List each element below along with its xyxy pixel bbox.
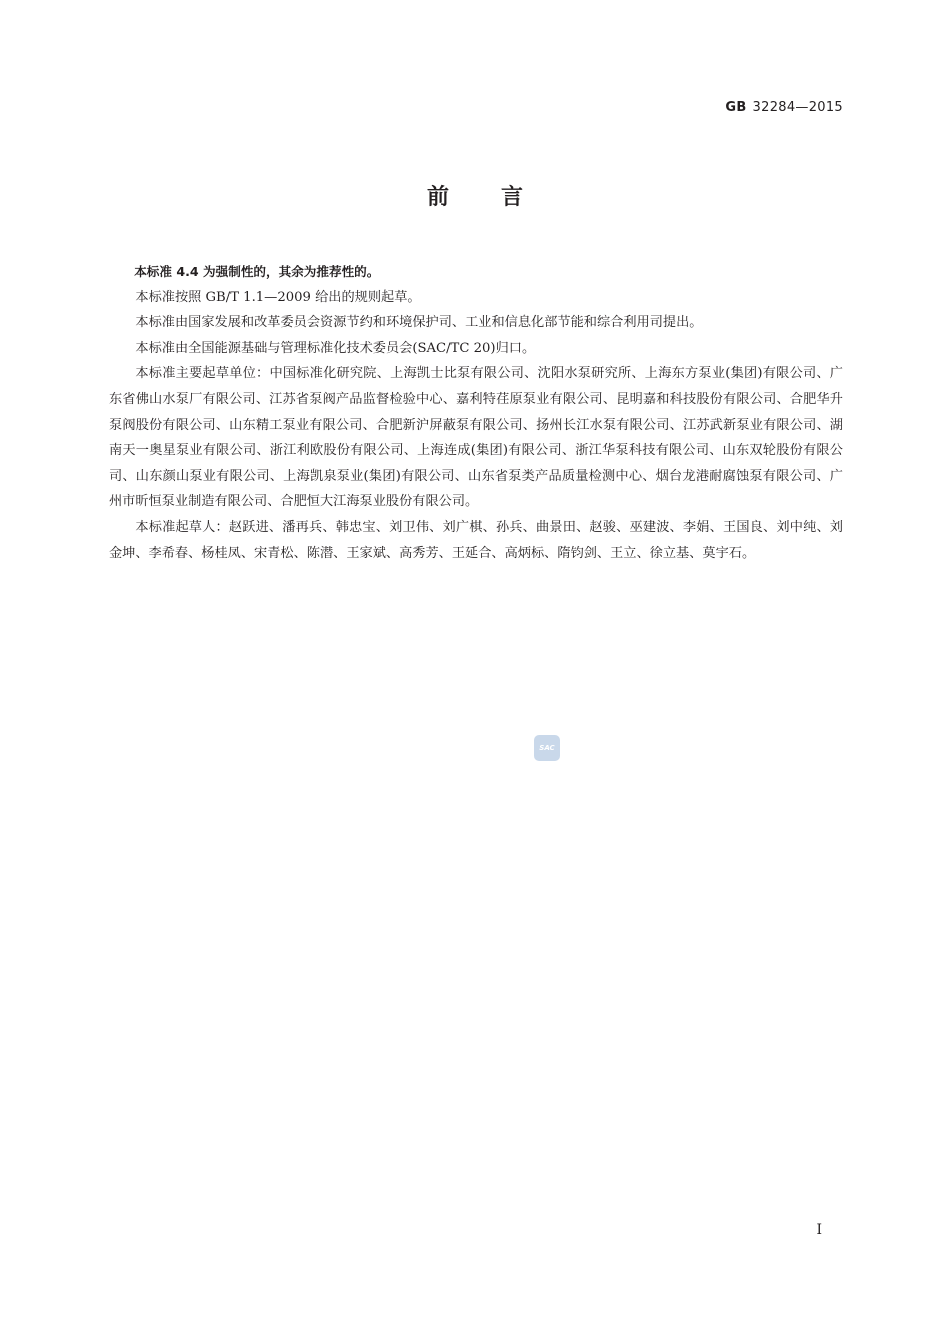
mandatory-statement: 本标准 4.4 为强制性的，其余为推荐性的。: [134, 264, 380, 279]
centralized-by-paragraph: 本标准由全国能源基础与管理标准化技术委员会(SAC/TC 20)归口。: [135, 340, 536, 356]
proposed-by-paragraph: 本标准由国家发展和改革委员会资源节约和环境保护司、工业和信息化部节能和综合利用司提出。: [135, 315, 703, 331]
drafting-rules-paragraph: 本标准按照 GB/T 1.1—2009 给出的规则起草。: [135, 289, 421, 305]
foreword-body: [109, 259, 843, 566]
drafting-units-paragraph: 本标准主要起草单位：中国标准化研究院、上海凯士比泵有限公司、沈阳水泵研究所、上海东方泵业(集团)有限公司、广东省佛山水泵厂有限公司、江苏省泵阀产品监督检验中心、嘉利特荏原泵业有限公司、昆明嘉和科技股份有限公司、合肥华升泵阀股份有限公司、山东精工泵业有限公司、合肥新沪屏蔽泵有限公司、扬州长江水泵有限公司、江苏武新泵业有限公司、湖南天一奥星泵业有限公司、浙江利欧股份有限公司、上海连成(集团)有限公司、浙江华泵科技有限公司、山东双轮股份有限公司、山东颜山泵业有限公司、上海凯泉泵业(集团)有限公司、山东省泵类产品质量检测中心、烟台龙港耐腐蚀泵有限公司、广州市昕恒泵业制造有限公司、合肥恒大江海泵业股份有限公司。: [109, 366, 843, 510]
standard-code: [725, 100, 843, 115]
page-number: I: [816, 1222, 822, 1238]
standard-number: 32284—2015: [752, 100, 843, 115]
sac-watermark-logo: [534, 735, 560, 761]
drafters-paragraph: 本标准起草人：赵跃进、潘再兵、韩忠宝、刘卫伟、刘广棋、孙兵、曲景田、赵骏、巫建波、李娟、王国良、刘中纯、刘金坤、李希春、杨桂凤、宋青松、陈潜、王家斌、高秀芳、王延合、高炳标、隋钧剑、王立、徐立基、莫宇石。: [109, 519, 843, 561]
standard-prefix: GB: [725, 100, 747, 115]
watermark-text: SAC: [539, 744, 555, 752]
page-title: 前言: [426, 185, 575, 210]
